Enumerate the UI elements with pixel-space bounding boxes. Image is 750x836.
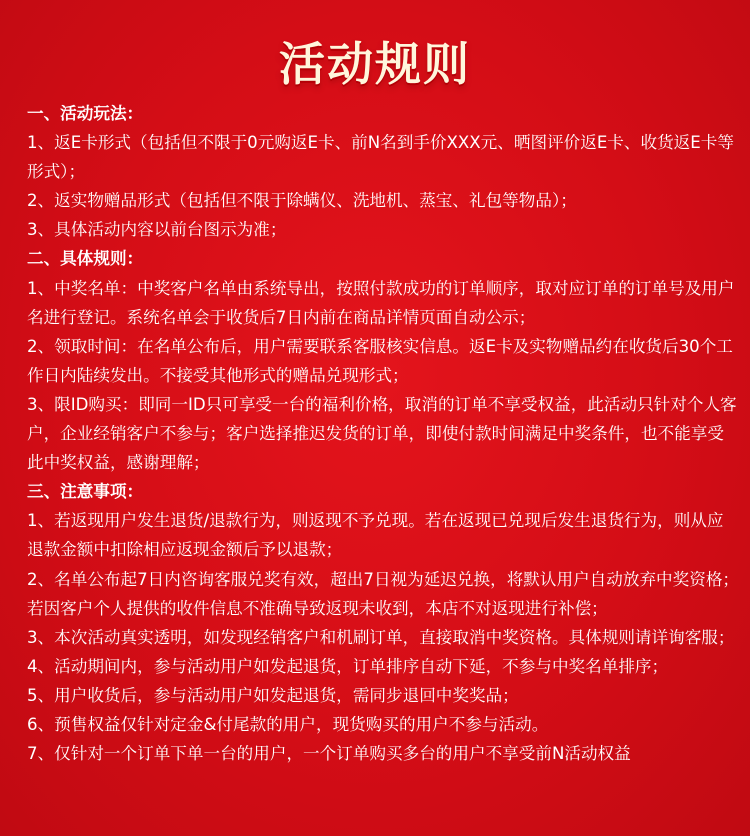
rule-item: 4、活动期间内，参与活动用户如发起退货，订单排序自动下延，不参与中奖名单排序；	[27, 656, 669, 676]
rule-item: 1、返E卡形式（包括但不限于0元购返E卡、前N名到手价XXX元、晒图评价返E卡、收货返E卡等形式）；	[27, 133, 734, 182]
rule-item: 3、本次活动真实透明，如发现经销客户和机刷订单，直接取消中奖资格。具体规则请详询客服；	[27, 627, 735, 647]
section-heading-rules: 二、具体规则：	[27, 249, 144, 269]
rule-item: 3、限ID购买：即同一ID只可享受一台的福利价格，取消的订单不享受权益，此活动只针对个人客户，企业经销客户不参与；客户选择推迟发货的订单，即使付款时间满足中奖条件，也不能享受此中奖权益，感谢理解；	[27, 394, 737, 473]
rule-item: 1、若返现用户发生退货/退款行为，则返现不予兑现。若在返现已兑现后发生退货行为，则从应退款金额中扣除相应返现金额后予以退款；	[27, 511, 724, 560]
rule-item: 1、中奖名单：中奖客户名单由系统导出，按照付款成功的订单顺序，取对应订单的订单号及用户名进行登记。系统名单会于收货后7日内前在商品详情页面自动公示；	[27, 278, 735, 327]
section-heading-notes: 三、注意事项：	[27, 482, 144, 502]
rule-item: 2、领取时间：在名单公布后，用户需要联系客服核实信息。返E卡及实物赠品约在收货后30个工作日内陆续发出。不接受其他形式的赠品兑现形式；	[27, 336, 733, 385]
rule-item: 3、具体活动内容以前台图示为准；	[27, 220, 287, 240]
rule-item: 2、名单公布起7日内咨询客服兑奖有效，超出7日视为延迟兑换，将默认用户自动放弃中奖资格；若因客户个人提供的收件信息不准确导致返现未收到，本店不对返现进行补偿；	[27, 569, 740, 618]
rules-content	[27, 99, 739, 768]
rule-item: 5、用户收货后，参与活动用户如发起退货，需同步退回中奖奖品；	[27, 685, 519, 705]
page-title: 活动规则	[279, 37, 471, 91]
rule-item: 2、返实物赠品形式（包括但不限于除螨仪、洗地机、蒸宝、礼包等物品）；	[27, 191, 577, 211]
rule-item: 7、仅针对一个订单下单一台的用户，一个订单购买多台的用户不享受前N活动权益	[27, 744, 631, 764]
rule-item: 6、预售权益仅针对定金&付尾款的用户，现货购买的用户不参与活动。	[27, 714, 549, 734]
section-heading-gameplay: 一、活动玩法：	[27, 104, 144, 123]
